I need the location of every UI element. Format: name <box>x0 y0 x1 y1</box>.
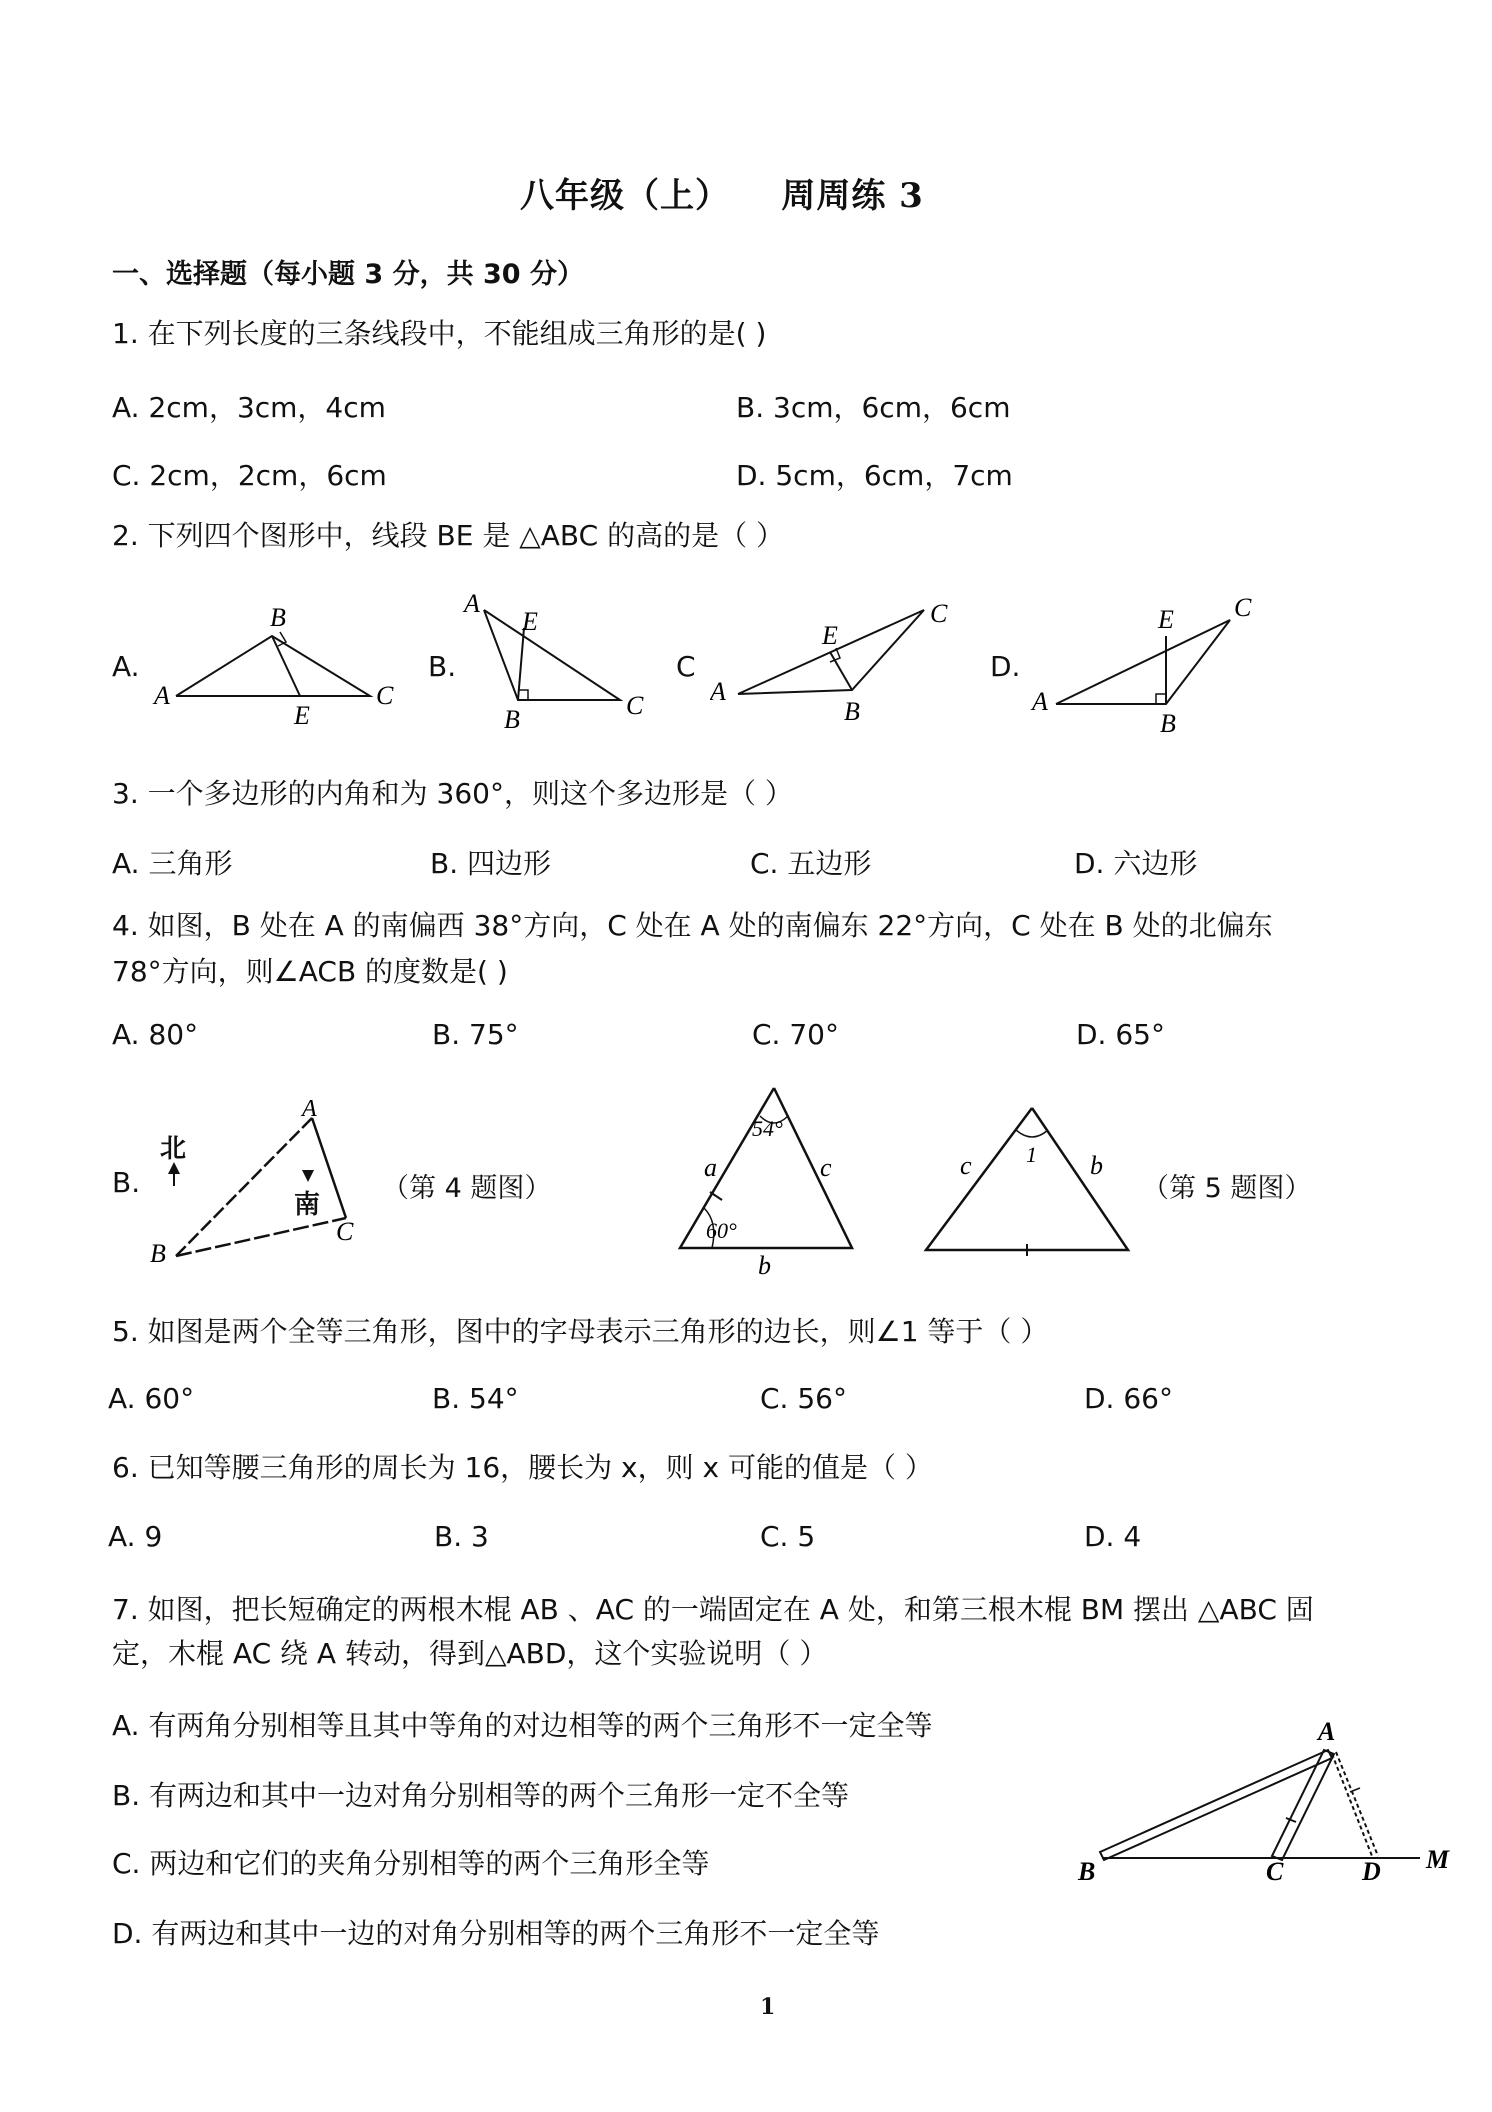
q5t2-angle-1: 1 <box>1026 1142 1037 1167</box>
q4-label-c: C <box>336 1217 354 1246</box>
q3-option-c: C. 五边形 <box>750 847 872 880</box>
q1-option-b: B. 3cm，6cm，6cm <box>736 391 1011 424</box>
q4-label-a: A <box>302 1096 317 1122</box>
q4-label-b: B <box>150 1239 166 1268</box>
q2-figure-a <box>150 600 410 730</box>
q4-direction-figure <box>140 1090 390 1270</box>
q7-label-m: M <box>1426 1845 1450 1874</box>
q2a-label-a: A <box>154 681 170 710</box>
q2-figure-d <box>1030 586 1270 736</box>
section-heading: 一、选择题（每小题 3 分，共 30 分） <box>112 259 584 290</box>
q5-option-d: D. 66° <box>1084 1382 1173 1415</box>
question-3-stem: 3. 一个多边形的内角和为 360°，则这个多边形是（ ） <box>112 777 793 810</box>
q2a-label-e: E <box>294 701 310 730</box>
q5t2-side-b: b <box>1090 1151 1103 1180</box>
q1-option-a: A. 2cm，3cm，4cm <box>112 391 386 424</box>
q7-label-d: D <box>1362 1857 1381 1886</box>
q5-triangle-2 <box>916 1092 1156 1272</box>
q3-option-b: B. 四边形 <box>430 847 552 880</box>
q4-south-label: 南 <box>294 1190 321 1220</box>
q2a-label-b: B <box>270 603 286 632</box>
q2a-label-c: C <box>376 681 394 710</box>
q7-label-c: C <box>1266 1857 1284 1886</box>
question-4-stem-line1: 4. 如图，B 处在 A 的南偏西 38°方向，C 处在 A 处的南偏东 22°方向，C 处在 B 处的北偏东 <box>112 909 1273 942</box>
q2-figure-b-label: B. <box>428 650 457 683</box>
q5t1-side-b: b <box>758 1251 771 1276</box>
question-6-stem: 6. 已知等腰三角形的周长为 16，腰长为 x，则 x 可能的值是（ ） <box>112 1451 933 1484</box>
q5t2-side-c: c <box>960 1151 972 1180</box>
q2c-label-b: B <box>844 697 860 726</box>
q5t1-angle-left: 60° <box>706 1218 737 1243</box>
q7-option-a: A. 有两角分别相等且其中等角的对边相等的两个三角形不一定全等 <box>112 1709 933 1742</box>
q5-figure-caption: （第 5 题图） <box>1142 1173 1312 1204</box>
q2d-label-b: B <box>1160 709 1176 736</box>
question-2-stem: 2. 下列四个图形中，线段 BE 是 △ABC 的高的是（ ） <box>112 519 784 552</box>
q2c-label-a: A <box>710 677 726 706</box>
q2-figure-c <box>710 592 970 732</box>
q5-triangle-1 <box>664 1076 884 1276</box>
q3-option-a: A. 三角形 <box>112 847 233 880</box>
page-title: 八年级（上） 周周练 3 <box>520 176 924 216</box>
q4-figure-prefix: B. <box>112 1166 141 1199</box>
q5-option-b: B. 54° <box>432 1382 519 1415</box>
q7-label-a: A <box>1318 1717 1336 1746</box>
q6-option-c: C. 5 <box>760 1520 816 1553</box>
q2-figure-b <box>456 592 656 732</box>
q2-figure-a-label: A. <box>112 650 140 683</box>
q4-figure-caption: （第 4 题图） <box>382 1173 552 1204</box>
q5-option-a: A. 60° <box>108 1382 195 1415</box>
q2d-label-a: A <box>1032 687 1048 716</box>
q6-option-d: D. 4 <box>1084 1520 1142 1553</box>
q2-figure-d-label: D. <box>990 650 1021 683</box>
q5t1-side-c: c <box>820 1153 832 1182</box>
q4-option-a: A. 80° <box>112 1018 199 1051</box>
q2-figure-c-label: C <box>676 650 696 683</box>
q7-option-d: D. 有两边和其中一边的对角分别相等的两个三角形不一定全等 <box>112 1917 880 1950</box>
q5-option-c: C. 56° <box>760 1382 847 1415</box>
q2b-label-e: E <box>522 607 538 636</box>
q2b-label-b: B <box>504 705 520 732</box>
q7-option-b: B. 有两边和其中一边对角分别相等的两个三角形一定不全等 <box>112 1779 850 1812</box>
q7-label-b: B <box>1078 1857 1096 1886</box>
q5t1-angle-top: 54° <box>752 1116 783 1141</box>
q4-north-label: 北 <box>160 1134 187 1164</box>
q7-option-c: C. 两边和它们的夹角分别相等的两个三角形全等 <box>112 1847 710 1880</box>
q4-option-b: B. 75° <box>432 1018 519 1051</box>
q4-option-c: C. 70° <box>752 1018 839 1051</box>
question-1-stem: 1. 在下列长度的三条线段中，不能组成三角形的是( ) <box>112 317 767 350</box>
q2c-label-e: E <box>822 621 838 650</box>
q2c-label-c: C <box>930 599 948 628</box>
question-4-stem-line2: 78°方向，则∠ACB 的度数是( ) <box>112 955 508 988</box>
q2d-label-c: C <box>1234 593 1252 622</box>
q2d-label-e: E <box>1158 605 1174 634</box>
q1-option-c: C. 2cm，2cm，6cm <box>112 459 387 492</box>
question-5-stem: 5. 如图是两个全等三角形，图中的字母表示三角形的边长，则∠1 等于（ ） <box>112 1315 1049 1348</box>
q6-option-b: B. 3 <box>434 1520 489 1553</box>
question-7-stem-line1: 7. 如图，把长短确定的两根木棍 AB 、AC 的一端固定在 A 处，和第三根木棍 BM 摆出 △ABC 固 <box>112 1593 1314 1626</box>
q4-option-d: D. 65° <box>1076 1018 1165 1051</box>
q1-option-d: D. 5cm，6cm，7cm <box>736 459 1013 492</box>
q6-option-a: A. 9 <box>108 1520 163 1553</box>
q2b-label-a: A <box>464 592 480 618</box>
q5t1-side-a: a <box>704 1153 717 1182</box>
question-7-stem-line2: 定，木棍 AC 绕 A 转动，得到△ABD，这个实验说明（ ） <box>112 1637 828 1670</box>
page-number: 1 <box>760 1994 776 2020</box>
q2b-label-c: C <box>626 691 644 720</box>
q7-sticks-figure <box>1076 1700 1476 1900</box>
south-arrow-icon <box>302 1170 314 1182</box>
q3-option-d: D. 六边形 <box>1074 847 1198 880</box>
